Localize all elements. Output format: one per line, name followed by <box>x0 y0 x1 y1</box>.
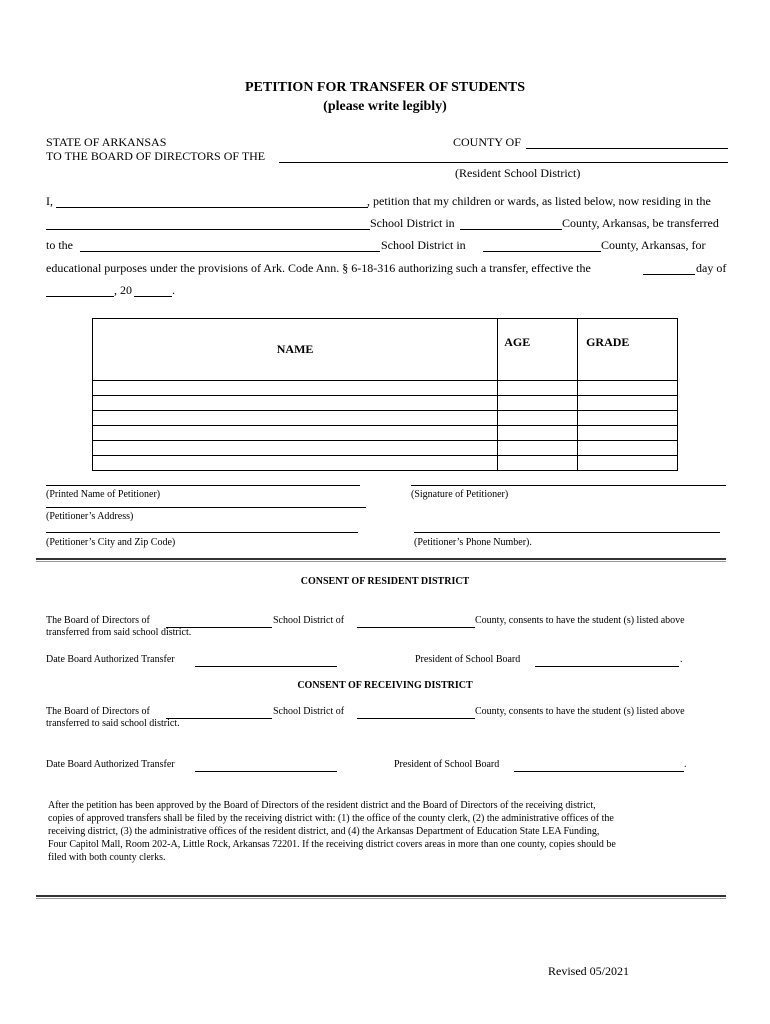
student-grade-cell[interactable] <box>578 396 678 411</box>
petition-i-label: I, <box>46 194 53 208</box>
receiving-consent-heading: CONSENT OF RECEIVING DISTRICT <box>297 680 473 691</box>
residing-district-field[interactable] <box>46 229 370 230</box>
petition-county-arkansas-for: County, Arkansas, for <box>601 238 706 252</box>
revised-date: Revised 05/2021 <box>548 964 629 978</box>
resident-president-label: President of School Board <box>415 654 521 665</box>
page-title: PETITION FOR TRANSFER OF STUDENTS <box>244 80 526 95</box>
table-row <box>93 426 678 441</box>
phone-caption: (Petitioner’s Phone Number). <box>414 537 532 548</box>
petition-to-the: to the <box>46 238 73 252</box>
footer-note-line: copies of approved transfers shall be filed by the receiving district with: (1) the office of the county clerk, (2) the administrative offices of the <box>48 813 614 824</box>
to-board-label: TO THE BOARD OF DIRECTORS OF THE <box>46 149 266 163</box>
receiving-president-label: President of School Board <box>394 759 500 770</box>
column-header-age: AGE <box>498 319 578 381</box>
petition-period: . <box>172 283 175 297</box>
resident-district-of-label: School District of <box>273 615 345 626</box>
board-of-directors-field[interactable] <box>279 162 728 163</box>
resident-district-caption: (Resident School District) <box>455 166 581 180</box>
students-table <box>92 318 678 471</box>
receiving-president-field[interactable] <box>514 771 684 772</box>
resident-period: . <box>680 654 683 665</box>
receiving-county-field[interactable] <box>483 251 601 252</box>
resident-date-label: Date Board Authorized Transfer <box>46 654 175 665</box>
student-age-cell[interactable] <box>498 426 578 441</box>
effective-month-field[interactable] <box>46 296 114 297</box>
resident-date-field[interactable] <box>195 666 337 667</box>
section-divider <box>36 558 726 562</box>
table-row <box>93 456 678 471</box>
student-name-cell[interactable] <box>93 456 498 471</box>
petition-line1-text: , petition that my children or wards, as listed below, now residing in the <box>367 194 711 208</box>
petition-school-district-in: School District in <box>370 216 455 230</box>
footer-divider <box>36 895 726 899</box>
resident-consent-heading: CONSENT OF RESIDENT DISTRICT <box>300 576 470 587</box>
footer-note-line: filed with both county clerks. <box>48 852 166 863</box>
county-of-label: COUNTY OF <box>453 135 521 149</box>
effective-day-field[interactable] <box>643 274 695 275</box>
petition-county-transferred: County, Arkansas, be transferred <box>562 216 719 230</box>
resident-county-field[interactable] <box>357 627 475 628</box>
printed-name-caption: (Printed Name of Petitioner) <box>46 489 161 500</box>
receiving-transferred-text: transferred to said school district. <box>46 718 180 729</box>
petition-provisions-text: educational purposes under the provisions of Ark. Code Ann. § 6-18-316 authorizing such a transfer, effective the <box>46 261 591 275</box>
county-of-field[interactable] <box>526 148 728 149</box>
footer-note-line: receiving district, (3) the administrative offices of the resident district, and (4) the Arkansas Department of Education State LEA Funding, <box>48 826 600 837</box>
receiving-district-of-label: School District of <box>273 706 345 717</box>
student-age-cell[interactable] <box>498 441 578 456</box>
table-row <box>93 396 678 411</box>
signature-field[interactable] <box>411 485 726 486</box>
student-age-cell[interactable] <box>498 396 578 411</box>
receiving-date-label: Date Board Authorized Transfer <box>46 759 175 770</box>
footer-note-line: After the petition has been approved by the Board of Directors of the resident district and the Board of Directors of the receiving district, <box>48 800 596 811</box>
footer-note-line: Four Capitol Mall, Room 202-A, Little Rock, Arkansas 72201. If the receiving district covers areas in more than one county, copies should be <box>48 839 616 850</box>
receiving-district-field[interactable] <box>80 251 380 252</box>
address-caption: (Petitioner’s Address) <box>46 511 134 522</box>
student-age-cell[interactable] <box>498 411 578 426</box>
student-grade-cell[interactable] <box>578 411 678 426</box>
receiving-consents-text: County, consents to have the student (s) listed above <box>475 706 685 717</box>
column-header-name: NAME <box>93 319 498 381</box>
resident-president-field[interactable] <box>535 666 679 667</box>
effective-year-field[interactable] <box>134 296 172 297</box>
student-grade-cell[interactable] <box>578 441 678 456</box>
phone-field[interactable] <box>414 532 720 533</box>
table-row <box>93 381 678 396</box>
resident-consents-text: County, consents to have the student (s) listed above <box>475 615 685 626</box>
student-name-cell[interactable] <box>93 426 498 441</box>
student-name-cell[interactable] <box>93 441 498 456</box>
student-name-cell[interactable] <box>93 411 498 426</box>
student-grade-cell[interactable] <box>578 426 678 441</box>
receiving-board-field[interactable] <box>166 718 272 719</box>
city-zip-caption: (Petitioner’s City and Zip Code) <box>46 537 176 548</box>
receiving-date-field[interactable] <box>195 771 337 772</box>
petitioner-name-field[interactable] <box>56 207 368 208</box>
student-age-cell[interactable] <box>498 456 578 471</box>
state-label: STATE OF ARKANSAS <box>46 135 167 149</box>
student-name-cell[interactable] <box>93 381 498 396</box>
receiving-county-field[interactable] <box>357 718 475 719</box>
student-grade-cell[interactable] <box>578 381 678 396</box>
table-header-row <box>93 319 678 381</box>
petition-year-prefix: , 20 <box>114 283 132 297</box>
column-header-grade: GRADE <box>578 319 678 381</box>
student-grade-cell[interactable] <box>578 456 678 471</box>
table-row <box>93 441 678 456</box>
residing-county-field[interactable] <box>460 229 562 230</box>
signature-caption: (Signature of Petitioner) <box>411 489 509 500</box>
student-age-cell[interactable] <box>498 381 578 396</box>
resident-board-of-label: The Board of Directors of <box>46 615 150 626</box>
receiving-board-of-label: The Board of Directors of <box>46 706 150 717</box>
student-name-cell[interactable] <box>93 396 498 411</box>
petition-day-of: day of <box>696 261 727 275</box>
table-row <box>93 411 678 426</box>
city-zip-field[interactable] <box>46 532 358 533</box>
address-field[interactable] <box>46 507 366 508</box>
page-subtitle: (please write legibly) <box>323 99 447 114</box>
resident-transferred-text: transferred from said school district. <box>46 627 192 638</box>
petition-school-district-in-2: School District in <box>381 238 466 252</box>
receiving-period: . <box>684 759 687 770</box>
printed-name-field[interactable] <box>46 485 360 486</box>
